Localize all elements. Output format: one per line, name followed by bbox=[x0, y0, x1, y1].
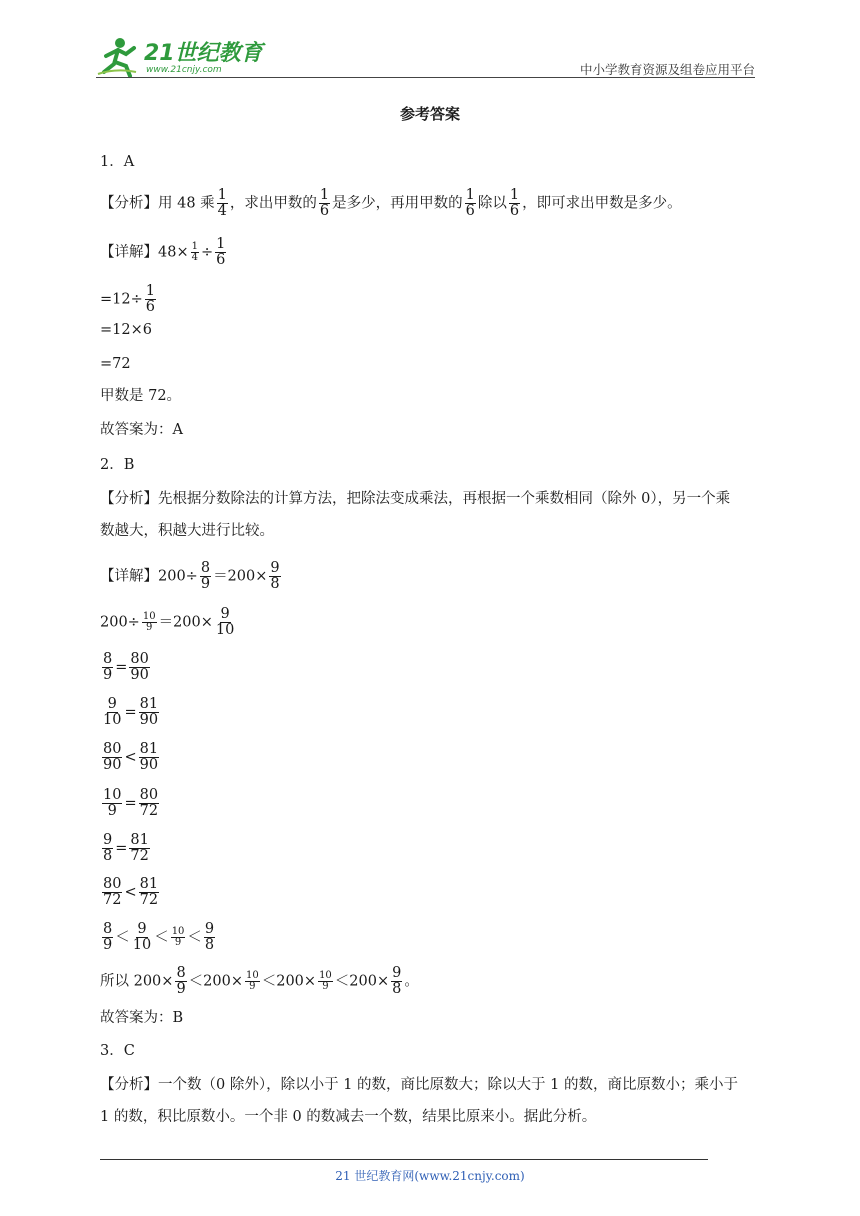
fraction: $\frac{10}{9}$ bbox=[319, 969, 332, 993]
fraction: $\frac{10}{9}$ bbox=[103, 787, 122, 820]
fraction: $\frac{10}{9}$ bbox=[171, 925, 185, 949]
q2-equation-2: $\frac{9}{10}$ = $\frac{81}{90}$ bbox=[103, 696, 159, 729]
q1-analysis: 【分析】用 48 乘 $\frac{1}{4}$ ，求出甲数的 $\frac{1}{6}$ 是多少，再用甲数的 $\frac{1}{6}$ 除以 $\frac{1}{6}$ ，即可求出甲数是多少。 bbox=[100, 187, 682, 220]
fraction: $\frac{1}{6}$ bbox=[319, 187, 330, 220]
q2-equation-1: $\frac{8}{9}$ = $\frac{80}{90}$ bbox=[103, 651, 149, 684]
fraction: $\frac{81}{90}$ bbox=[139, 741, 159, 774]
q2-ordering: $\frac{8}{9}$ ＜ $\frac{9}{10}$ ＜ $\frac{10}{9}$ ＜ $\frac{9}{8}$ bbox=[103, 921, 215, 954]
q3-answer-number: 3．C bbox=[100, 1043, 135, 1059]
fraction: $\frac{9}{8}$ bbox=[103, 832, 113, 865]
fraction: $\frac{81}{90}$ bbox=[139, 696, 159, 729]
fraction: $\frac{8}{9}$ bbox=[103, 921, 113, 954]
logo-text: 21世纪教育 bbox=[144, 41, 263, 66]
fraction: $\frac{81}{72}$ bbox=[139, 876, 159, 909]
fraction: $\frac{1}{6}$ bbox=[465, 187, 475, 220]
q3-analysis-line-1: 【分析】一个数（0 除外），除以小于 1 的数，商比原数大；除以大于 1 的数，商比原数小；乘小于 bbox=[100, 1077, 738, 1093]
q2-detail-2: 200÷ $\frac{10}{9}$ ＝200× $\frac{9}{10}$ bbox=[100, 606, 235, 639]
q1-step-1: =12÷ $\frac{1}{6}$ bbox=[100, 283, 155, 316]
site-logo bbox=[96, 34, 266, 80]
q1-detail: 【详解】48× $\frac{1}{4}$ ÷ $\frac{1}{6}$ bbox=[100, 236, 226, 269]
fraction: $\frac{1}{4}$ bbox=[217, 187, 227, 220]
fraction: $\frac{80}{72}$ bbox=[103, 876, 122, 909]
fraction: $\frac{1}{6}$ bbox=[509, 187, 520, 220]
fraction: $\frac{9}{10}$ bbox=[132, 921, 152, 954]
fraction: $\frac{9}{8}$ bbox=[270, 560, 280, 593]
q2-final-answer: 故答案为：B bbox=[100, 1010, 184, 1026]
q1-conclusion: 甲数是 72。 bbox=[100, 388, 182, 404]
q2-detail-1: 【详解】200÷ $\frac{8}{9}$ ＝200× $\frac{9}{8}$ bbox=[100, 560, 280, 593]
fraction: $\frac{10}{9}$ bbox=[246, 969, 259, 993]
fraction: $\frac{9}{8}$ bbox=[204, 921, 215, 954]
fraction: $\frac{9}{10}$ bbox=[215, 606, 235, 639]
fraction: $\frac{10}{9}$ bbox=[142, 610, 156, 634]
q1-final-answer: 故答案为：A bbox=[100, 422, 183, 438]
q1-step-3: =72 bbox=[100, 356, 131, 372]
fraction: $\frac{8}{9}$ bbox=[200, 560, 211, 593]
fraction: $\frac{8}{9}$ bbox=[176, 965, 186, 998]
footer-text: 21 世纪教育网(www.21cnjy.com) bbox=[335, 1169, 525, 1183]
logo-url: www.21cnjy.com bbox=[146, 65, 222, 75]
q2-comparison-2: $\frac{80}{72}$ < $\frac{81}{72}$ bbox=[103, 876, 159, 909]
q3-analysis-line-2: 1 的数，积比原数小。一个非 0 的数减去一个数，结果比原来小。据此分析。 bbox=[100, 1109, 597, 1125]
page-title: 参考答案 bbox=[399, 105, 460, 123]
q2-comparison-1: $\frac{80}{90}$ < $\frac{81}{90}$ bbox=[103, 741, 159, 774]
q2-analysis-line-2: 数越大，积越大进行比较。 bbox=[100, 523, 274, 539]
fraction: $\frac{80}{90}$ bbox=[103, 741, 122, 774]
fraction: $\frac{80}{90}$ bbox=[130, 651, 149, 684]
q2-analysis-line-1: 【分析】先根据分数除法的计算方法，把除法变成乘法，再根据一个乘数相同（除外 0），另一个乘 bbox=[100, 491, 731, 507]
fraction: $\frac{1}{6}$ bbox=[145, 283, 155, 316]
header-divider bbox=[96, 77, 755, 78]
fraction: $\frac{81}{72}$ bbox=[130, 832, 149, 865]
platform-name: 中小学教育资源及组卷应用平台 bbox=[579, 62, 755, 77]
q2-equation-4: $\frac{9}{8}$ = $\frac{81}{72}$ bbox=[103, 832, 149, 865]
fraction: $\frac{80}{72}$ bbox=[139, 787, 159, 820]
q2-answer-number: 2．B bbox=[100, 457, 135, 473]
fraction: $\frac{1}{6}$ bbox=[216, 236, 226, 269]
fraction: $\frac{9}{10}$ bbox=[103, 696, 122, 729]
fraction: $\frac{8}{9}$ bbox=[103, 651, 113, 684]
q2-equation-3: $\frac{10}{9}$ = $\frac{80}{72}$ bbox=[103, 787, 159, 820]
q1-answer-number: 1．A bbox=[100, 154, 135, 170]
footer-divider bbox=[100, 1159, 708, 1160]
fraction: $\frac{1}{4}$ bbox=[191, 240, 198, 264]
q2-conclusion: 所以 200× $\frac{8}{9}$ ＜200× $\frac{10}{9}$ ＜200× $\frac{10}{9}$ ＜200× $\frac{9}{8}$ 。 bbox=[100, 965, 419, 998]
q1-step-2: =12×6 bbox=[100, 322, 152, 338]
fraction: $\frac{9}{8}$ bbox=[392, 965, 402, 998]
